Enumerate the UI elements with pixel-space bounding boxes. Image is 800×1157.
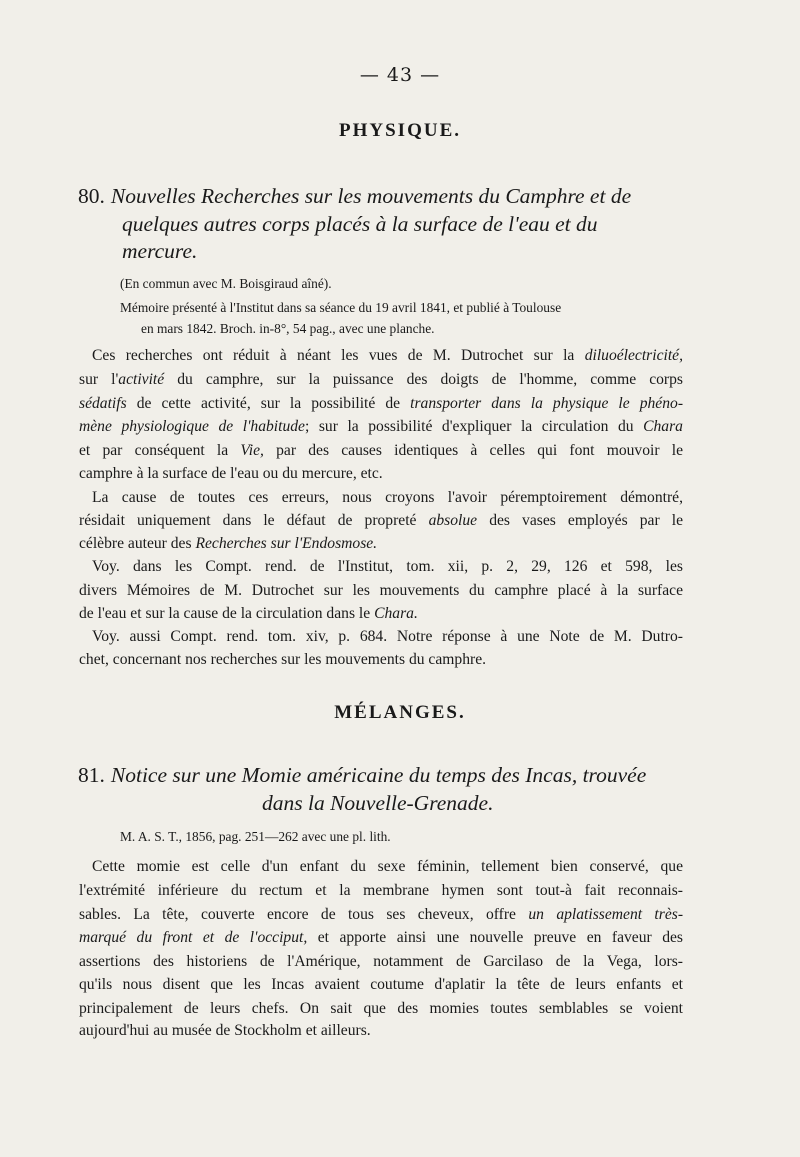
entry-80-paragraph-line: et par conséquent la Vie, par des causes identiques à celles qui font mouvoir le — [79, 442, 683, 459]
entry-81-paragraph-line: Cette momie est celle d'un enfant du sexe féminin, tellement bien conservé, que — [92, 858, 683, 875]
page-number: — 43 — — [359, 64, 441, 86]
entry-80-paragraph-line: camphre à la surface de l'eau ou du mercure, etc. — [79, 465, 383, 482]
entry-80-publication-cont: en mars 1842. Broch. in-8°, 54 pag., avec une planche. — [141, 321, 435, 336]
entry-80-paragraph-line: mène physiologique de l'habitude; sur la possibilité d'expliquer la circulation du Chara — [79, 418, 683, 435]
entry-80-paragraph-line: résidait uniquement dans le défaut de propreté absolue des vases employés par le — [79, 512, 684, 529]
entry-80-paragraph-line: La cause de toutes ces erreurs, nous croyons l'avoir péremptoirement démontré, — [92, 489, 683, 506]
entry-title-line: Nouvelles Recherches sur les mouvements du Camphre et de — [110, 184, 632, 208]
entry-80-coauthor: (En commun avec M. Boisgiraud aîné). — [120, 276, 332, 291]
entry-80-paragraph-line: Voy. aussi Compt. rend. tom. xiv, p. 684. Notre réponse à une Note de M. Dutro- — [92, 628, 683, 645]
entry-81-paragraph-line: aujourd'hui au musée de Stockholm et ailleurs. — [79, 1022, 371, 1039]
section-heading-physique: PHYSIQUE. — [339, 120, 461, 141]
entry-81-paragraph-line: marqué du front et de l'occiput, et apporte ainsi une nouvelle preuve en faveur des — [79, 929, 683, 946]
entry-81-paragraph-line: sables. La tête, couverte encore de tous ses cheveux, offre un aplatissement très- — [79, 906, 684, 923]
section-heading-melanges: MÉLANGES. — [334, 702, 466, 723]
entry-81-paragraph-line: l'extrémité inférieure du rectum et la membrane hymen sont tout-à fait reconnais- — [79, 882, 683, 899]
entry-title-line: Notice sur une Momie américaine du temps des Incas, trouvée — [110, 763, 647, 787]
entry-81-paragraph-line: assertions des historiens de l'Amérique, notamment de Garcilaso de la Vega, lors- — [79, 953, 683, 970]
entry-80-paragraph-line: Voy. dans les Compt. rend. de l'Institut, tom. xii, p. 2, 29, 126 et 598, les — [92, 558, 683, 575]
entry-number: 81. — [78, 763, 105, 787]
entry-80-paragraph-line: Ces recherches ont réduit à néant les vues de M. Dutrochet sur la diluoélectricité, — [92, 347, 683, 364]
entry-80-title-line-3: mercure. — [122, 239, 198, 263]
entry-81-paragraph-line: principalement de leurs chefs. On sait que des momies toutes semblables se voient — [79, 1000, 683, 1017]
entry-80-publication: Mémoire présenté à l'Institut dans sa séance du 19 avril 1841, et publié à Toulouse — [120, 300, 562, 315]
entry-80-paragraph-line: de l'eau et sur la cause de la circulation dans le Chara. — [79, 605, 418, 622]
entry-80-paragraph-line: chet, concernant nos recherches sur les mouvements du camphre. — [79, 651, 487, 668]
entry-80-paragraph-line: sédatifs de cette activité, sur la possibilité de transporter dans la physique le phéno- — [79, 395, 684, 412]
entry-81-publication: M. A. S. T., 1856, pag. 251—262 avec une pl. lith. — [120, 829, 391, 844]
entry-80-paragraph-line: divers Mémoires de M. Dutrochet sur les mouvements du camphre placé à la surface — [79, 582, 683, 599]
entry-80-paragraph-line: célèbre auteur des Recherches sur l'Endosmose. — [79, 535, 378, 552]
entry-81-title-line-2: dans la Nouvelle-Grenade. — [262, 791, 494, 815]
entry-81-title — [78, 762, 698, 789]
entry-80-title-line-2: quelques autres corps placés à la surface de l'eau et du — [122, 212, 598, 236]
entry-81-paragraph-line: qu'ils nous disent que les Incas avaient coutume d'aplatir la tête de leurs enfants et — [79, 976, 683, 993]
entry-number: 80. — [78, 184, 105, 208]
entry-80-paragraph-line: sur l'activité du camphre, sur la puissance des doigts de l'homme, comme corps — [79, 371, 683, 388]
entry-80-title — [78, 183, 698, 210]
